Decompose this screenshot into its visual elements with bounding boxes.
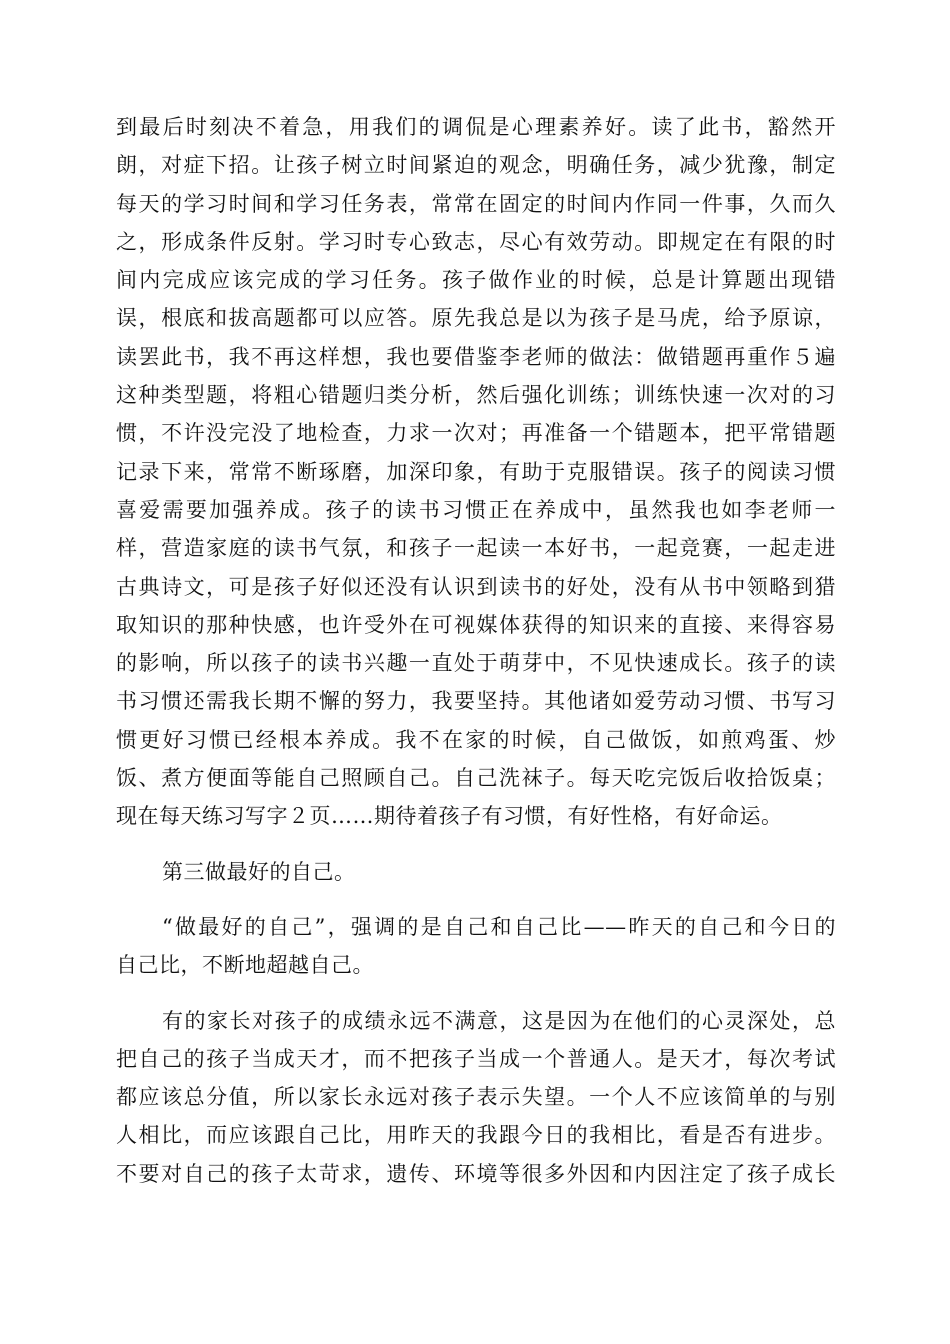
text-line: “做最好的自己”，强调的是自己和自己比——昨天的自己和今日的 <box>162 914 836 939</box>
text-line: 误，根底和拔高题都可以应答。原先我总是以为孩子是马虎，给予原谅， <box>116 306 836 331</box>
text-line: 现在每天练习写字２页……期待着孩子有习惯，有好性格，有好命运。 <box>116 804 783 829</box>
text-line: 古典诗文，可是孩子好似还没有认识到读书的好处，没有从书中领略到猎 <box>116 574 836 599</box>
paragraph-be-best-self <box>116 908 836 985</box>
text-line: 都应该总分值，所以家长永远对孩子表示失望。一个人不应该简单的与别 <box>116 1085 836 1110</box>
section-heading-paragraph <box>116 853 836 891</box>
paragraph-reading-habits <box>116 108 836 836</box>
text-line: 记录下来，常常不断琢磨，加深印象，有助于克服错误。孩子的阅读习惯 <box>116 459 836 484</box>
paragraph-parents-expectations <box>116 1002 836 1193</box>
text-line: 到最后时刻决不着急，用我们的调侃是心理素养好。读了此书，豁然开 <box>116 115 836 139</box>
text-line: 饭、煮方便面等能自己照顾自己。自己洗袜子。每天吃完饭后收拾饭桌； <box>116 766 836 791</box>
text-line: 人相比，而应该跟自己比，用昨天的我跟今日的我相比，看是否有进步。 <box>116 1123 836 1148</box>
text-line: 把自己的孩子当成天才，而不把孩子当成一个普通人。是天才，每次考试 <box>116 1046 836 1071</box>
text-line: 样，营造家庭的读书气氛，和孩子一起读一本好书，一起竞赛，一起走进 <box>116 536 836 561</box>
text-line: 朗，对症下招。让孩子树立时间紧迫的观念，明确任务，减少犹豫，制定 <box>116 153 836 178</box>
text-line: 喜爱需要加强养成。孩子的读书习惯正在养成中，虽然我也如李老师一 <box>116 497 836 522</box>
text-line: 的影响，所以孩子的读书兴趣一直处于萌芽中，不见快速成长。孩子的读 <box>116 651 836 676</box>
text-line: 这种类型题，将粗心错题归类分析，然后强化训练；训练快速一次对的习 <box>116 383 836 408</box>
text-line: 间内完成应该完成的学习任务。孩子做作业的时候，总是计算题出现错 <box>116 268 836 293</box>
text-line: 不要对自己的孩子太苛求，遗传、环境等很多外因和内因注定了孩子成长 <box>116 1161 836 1186</box>
text-line: 读罢此书，我不再这样想，我也要借鉴李老师的做法：做错题再重作５遍 <box>116 344 836 369</box>
text-line: 每天的学习时间和学习任务表，常常在固定的时间内作同一件事，久而久 <box>116 191 836 216</box>
text-line: 书习惯还需我长期不懈的努力，我要坚持。其他诸如爱劳动习惯、书写习 <box>116 689 836 714</box>
text-line: 有的家长对孩子的成绩永远不满意，这是因为在他们的心灵深处，总 <box>162 1008 836 1033</box>
document-page <box>116 108 836 1193</box>
text-line: 自己比，不断地超越自己。 <box>116 953 374 978</box>
text-line: 惯，不许没完没了地检查，力求一次对；再准备一个错题本，把平常错题 <box>116 421 836 446</box>
text-line: 取知识的那种快感，也许受外在可视媒体获得的知识来的直接、来得容易 <box>116 612 836 637</box>
text-line: 惯更好习惯已经根本养成。我不在家的时候，自己做饭，如煎鸡蛋、炒 <box>116 727 836 752</box>
text-line: 之，形成条件反射。学习时专心致志，尽心有效劳动。即规定在有限的时 <box>116 229 836 254</box>
section-heading: 第三做最好的自己。 <box>162 859 356 884</box>
